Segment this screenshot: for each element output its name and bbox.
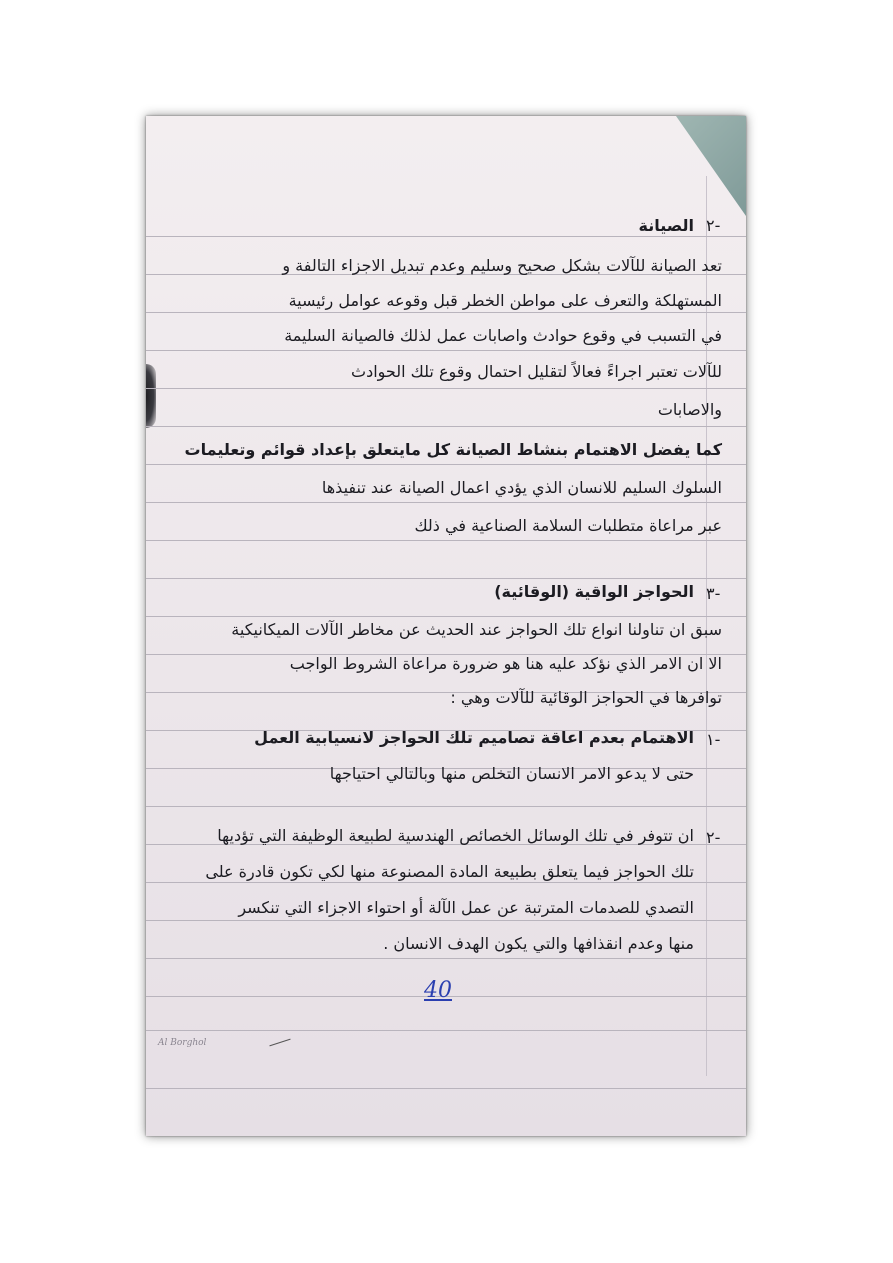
ruled-line xyxy=(146,1088,746,1089)
text-line: والاصابات xyxy=(657,400,722,419)
text-line: منها وعدم انقذافها والتي يكون الهدف الانسان . xyxy=(383,934,694,953)
text-line: كما يفضل الاهتمام بنشاط الصيانة كل مايتعلق بإعداد قوائم وتعليمات xyxy=(184,440,722,459)
text-line: التصدي للصدمات المترتبة عن عمل الآلة أو احتواء الاجزاء التي تنكسر xyxy=(238,898,694,917)
ruled-line xyxy=(146,502,746,503)
ruled-line xyxy=(146,388,746,389)
ruled-line xyxy=(146,236,746,237)
text-line: توافرها في الحواجز الوقائية للآلات وهي : xyxy=(450,688,722,707)
text-line: المستهلكة والتعرف على مواطن الخطر قبل وقوعه عوامل رئيسية xyxy=(288,291,722,310)
text-line: الا ان الامر الذي نؤكد عليه هنا هو ضرورة مراعاة الشروط الواجب xyxy=(289,654,722,673)
ruled-line xyxy=(146,882,746,883)
item-number: ١- xyxy=(706,730,721,749)
item-number: ٢- xyxy=(706,828,721,847)
ruled-line xyxy=(146,616,746,617)
ruled-line xyxy=(146,350,746,351)
text-line: تلك الحواجز فيما يتعلق بطبيعة المادة المصنوعة منها لكي تكون قادرة على xyxy=(205,862,694,881)
text-line: تعد الصيانة للآلات بشكل صحيح وسليم وعدم تبديل الاجزاء التالفة و xyxy=(282,256,722,275)
ruled-line xyxy=(146,312,746,313)
text-line: سبق ان تناولنا انواع تلك الحواجز عند الحديث عن مخاطر الآلات الميكانيكية xyxy=(231,620,722,639)
text-line: الاهتمام بعدم اعاقة تصاميم تلك الحواجز لانسيابية العمل xyxy=(254,728,694,747)
section-number: ٢- xyxy=(706,216,721,235)
section-heading: الصيانة xyxy=(638,216,694,235)
ruled-line xyxy=(146,578,746,579)
ruled-line xyxy=(146,464,746,465)
section-heading: الحواجز الواقية (الوقائية) xyxy=(494,582,694,601)
ruled-line xyxy=(146,1030,746,1031)
section-number: ٣- xyxy=(706,584,721,603)
background-corner xyxy=(676,116,746,216)
ruled-line xyxy=(146,426,746,427)
ruled-line xyxy=(146,958,746,959)
text-line: في التسبب في وقوع حوادث واصابات عمل لذلك فالصيانة السليمة xyxy=(284,326,722,345)
text-line: عبر مراعاة متطلبات السلامة الصناعية في ذلك xyxy=(414,516,722,535)
binder-hole xyxy=(146,364,156,428)
text-line: حتى لا يدعو الامر الانسان التخلص منها وبالتالي احتياجها xyxy=(329,764,694,783)
notebook-page-photo xyxy=(146,116,746,1136)
ruled-line xyxy=(146,806,746,807)
notebook-brand: Al Borghol xyxy=(158,1038,207,1048)
ruled-line xyxy=(146,540,746,541)
text-line: السلوك السليم للانسان الذي يؤدي اعمال الصيانة عند تنفيذها xyxy=(321,478,722,497)
page-number: 40 xyxy=(424,978,452,1003)
text-line: للآلات تعتبر اجراءً فعالاً لتقليل احتمال وقوع تلك الحوادث xyxy=(351,362,722,381)
pen-mark xyxy=(269,1039,290,1047)
ruled-line xyxy=(146,920,746,921)
text-line: ان تتوفر في تلك الوسائل الخصائص الهندسية لطبيعة الوظيفة التي تؤديها xyxy=(217,826,694,845)
